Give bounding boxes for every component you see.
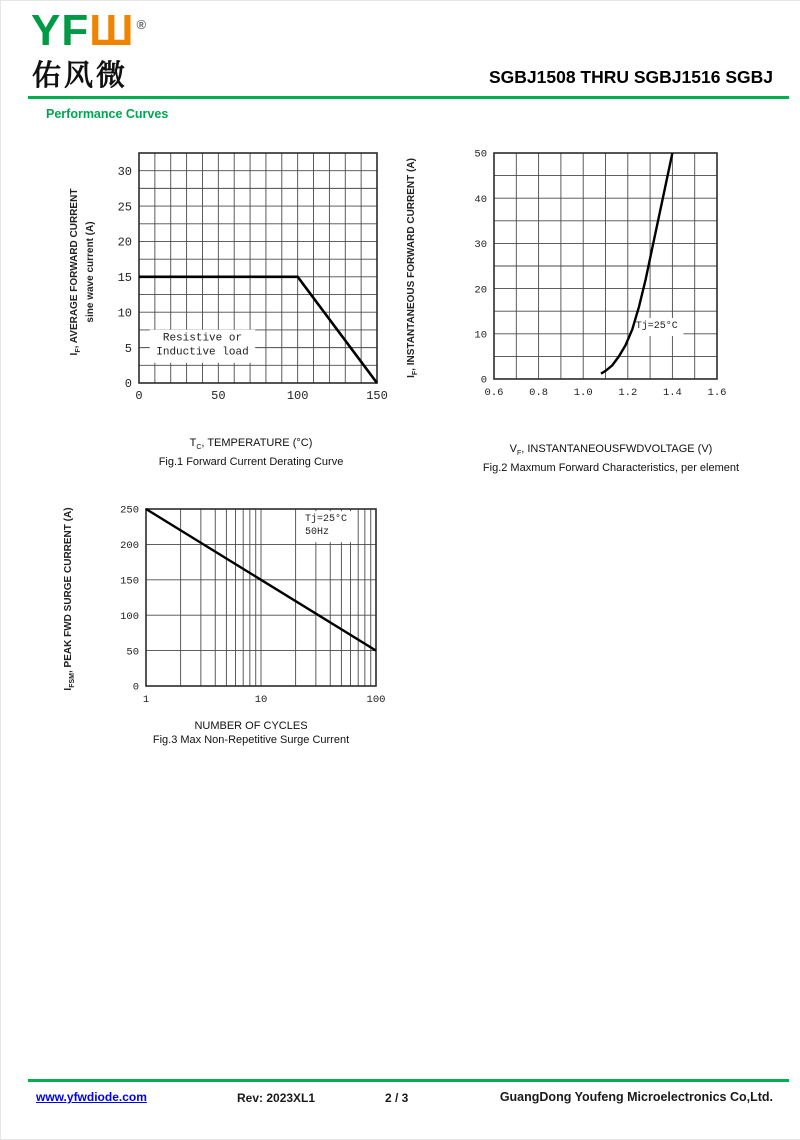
fig2-x-axis-label: $V_F$, INSTANTANEOUSFWDVOLTAGE (V) [509, 443, 713, 458]
yfw-logo [31, 6, 148, 55]
svg-text:0: 0 [135, 389, 143, 403]
svg-text:0.8: 0.8 [529, 387, 549, 399]
svg-text:25: 25 [117, 200, 132, 215]
fig3-y-axis-label: $I_{FSM}$, PEAK FWD SURGE CURRENT (A) [63, 507, 76, 691]
svg-text:30: 30 [474, 239, 487, 252]
svg-text:0: 0 [480, 374, 487, 387]
logo-text-green: YF [31, 6, 90, 55]
svg-text:5: 5 [124, 341, 132, 356]
svg-text:1.4: 1.4 [662, 387, 682, 399]
svg-text:150: 150 [120, 575, 139, 588]
fig1-y-axis-label: $I_F$, AVERAGE FORWARD CURRENT sine wave current (A) [69, 188, 96, 356]
footer-divider [28, 1079, 789, 1082]
fig2-plot-area [458, 145, 731, 410]
svg-text:50: 50 [126, 646, 139, 659]
svg-text:100: 100 [286, 389, 309, 403]
svg-text:30: 30 [117, 164, 132, 179]
registered-trademark-icon: ® [136, 17, 148, 32]
svg-text:150: 150 [366, 389, 388, 403]
svg-text:1: 1 [142, 694, 150, 706]
fig2-caption-block [431, 442, 791, 475]
logo-chinese-name: 佑风微 [32, 60, 129, 92]
fig1-x-axis-label: $T_C$, TEMPERATURE (°C) [189, 437, 313, 452]
fig1-caption: Fig.1 Forward Current Derating Curve [158, 456, 344, 469]
svg-text:0.6: 0.6 [484, 387, 504, 399]
svg-text:100: 100 [366, 694, 386, 706]
company-name: GuangDong Youfeng Microelectronics Co,Ltd. [499, 1090, 773, 1104]
svg-text:200: 200 [120, 540, 139, 553]
svg-text:50: 50 [474, 148, 487, 161]
svg-text:Tj=25°C: Tj=25°C [304, 514, 347, 526]
fig2-caption: Fig.2 Maxmum Forward Characteristics, per element [482, 462, 740, 475]
fig1-plot-area [103, 145, 391, 414]
svg-text:15: 15 [117, 271, 132, 286]
svg-text:40: 40 [474, 193, 487, 206]
svg-text:250: 250 [120, 504, 139, 517]
fig3-x-axis-label: NUMBER OF CYCLES [194, 720, 308, 732]
svg-text:10: 10 [474, 329, 487, 342]
svg-text:0: 0 [124, 377, 132, 392]
fig3-caption: Fig.3 Max Non-Repetitive Surge Current [152, 734, 350, 746]
svg-text:Resistive or: Resistive or [162, 332, 243, 345]
figure-3-max-surge-current [59, 499, 404, 764]
svg-text:1.2: 1.2 [618, 387, 638, 399]
svg-text:Inductive load: Inductive load [156, 346, 249, 359]
header-divider [28, 96, 789, 99]
svg-text:50: 50 [211, 389, 226, 403]
figure-2-max-forward-characteristics [401, 145, 791, 480]
svg-text:10: 10 [254, 694, 268, 706]
svg-text:0: 0 [132, 681, 139, 694]
figure-1-forward-current-derating [59, 145, 404, 480]
revision-label: Rev: 2023XL1 [237, 1091, 316, 1105]
logo-mark-orange: Ш [89, 6, 135, 55]
section-title: Performance Curves [46, 107, 169, 121]
fig3-caption-block [96, 719, 406, 747]
svg-text:10: 10 [117, 306, 132, 321]
svg-text:20: 20 [117, 235, 132, 250]
page-number: 2 / 3 [385, 1091, 409, 1105]
svg-text:1.6: 1.6 [707, 387, 727, 399]
website-link[interactable]: www.yfwdiode.com [36, 1090, 147, 1104]
fig3-plot-area [102, 499, 390, 715]
document-title: SGBJ1508 THRU SGBJ1516 SGBJ [488, 67, 773, 87]
svg-text:Tj=25°C: Tj=25°C [635, 321, 678, 333]
svg-text:1.0: 1.0 [573, 387, 593, 399]
svg-text:20: 20 [474, 284, 487, 297]
fig1-caption-block [101, 436, 401, 469]
svg-text:50Hz: 50Hz [304, 527, 329, 539]
fig2-y-axis-label: $I_F$, INSTANTANEOUS FORWARD CURRENT (A) [406, 158, 419, 378]
svg-text:100: 100 [120, 610, 139, 623]
